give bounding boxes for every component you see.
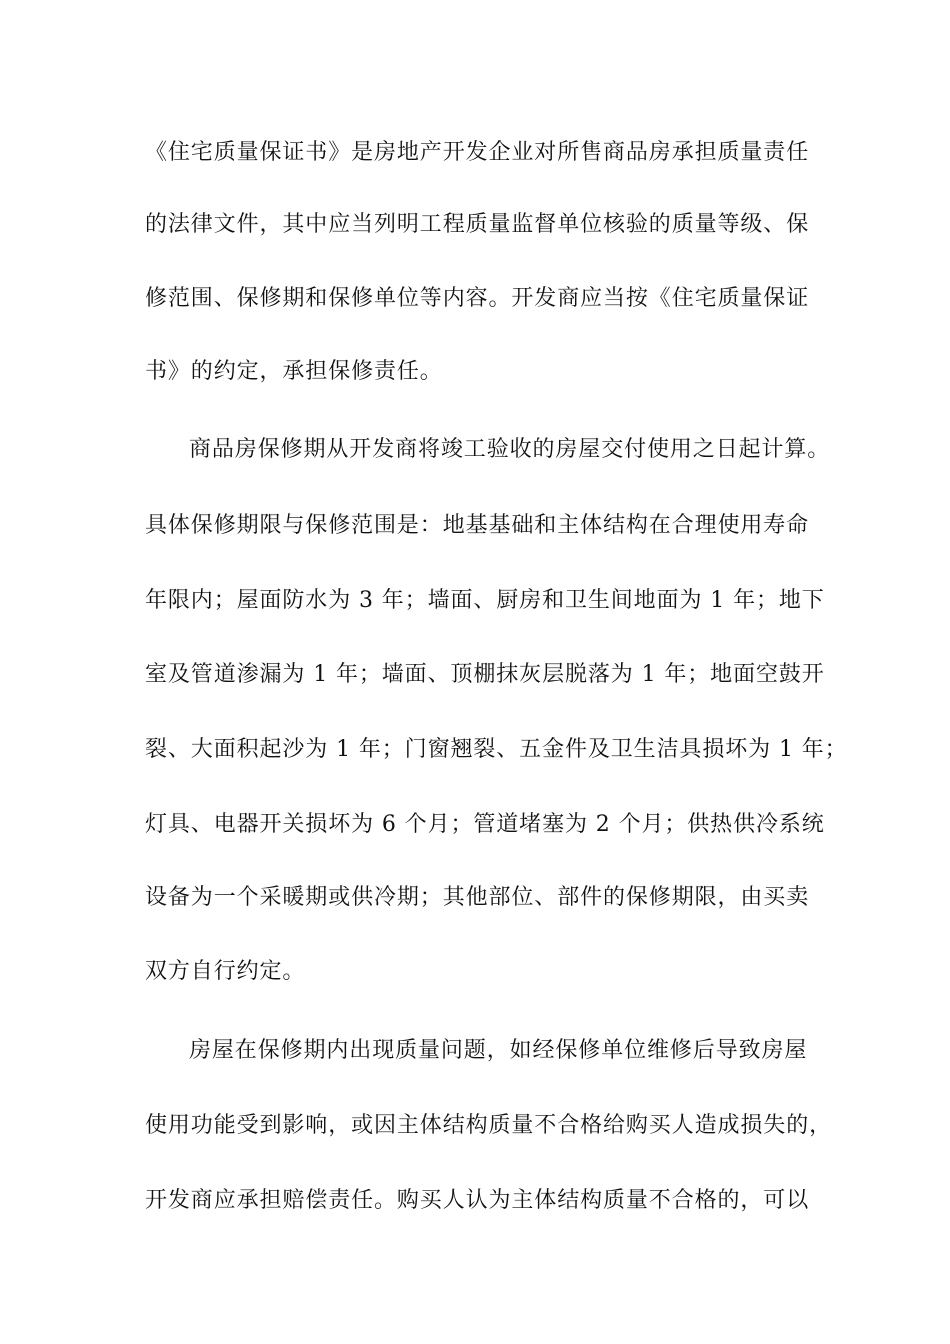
paragraph-2-line-5: 裂、大面积起沙为 1 年；门窗翘裂、五金件及卫生洁具损坏为 1 年； [145,737,848,762]
paragraph-1-line-3: 修范围、保修期和保修单位等内容。开发商应当按《住宅质量保证 [145,286,810,311]
paragraph-2-line-6: 灯具、电器开关损坏为 6 个月；管道堵塞为 2 个月；供热供冷系统 [145,812,825,837]
paragraph-2-line-2: 具体保修期限与保修范围是：地基基础和主体结构在合理使用寿命 [145,513,810,538]
paragraph-1-line-1: 《住宅质量保证书》是房地产开发企业对所售商品房承担质量责任 [145,140,810,165]
paragraph-2-line-7: 设备为一个采暖期或供冷期；其他部位、部件的保修期限，由买卖 [145,885,810,910]
paragraph-1-line-2: 的法律文件，其中应当列明工程质量监督单位核验的质量等级、保 [145,212,810,237]
paragraph-2-line-3: 年限内；屋面防水为 3 年；墙面、厨房和卫生间地面为 1 年；地下 [145,588,825,613]
paragraph-2-line-4: 室及管道渗漏为 1 年；墙面、顶棚抹灰层脱落为 1 年；地面空鼓开 [145,662,825,687]
paragraph-1-line-4: 书》的约定，承担保修责任。 [145,359,443,384]
paragraph-2-line-8: 双方自行约定。 [145,959,306,984]
paragraph-3-line-1: 房屋在保修期内出现质量问题，如经保修单位维修后导致房屋 [189,1038,808,1063]
paragraph-2-line-1: 商品房保修期从开发商将竣工验收的房屋交付使用之日起计算。 [189,437,831,462]
paragraph-3-line-2: 使用功能受到影响，或因主体结构质量不合格给购买人造成损失的， [145,1113,833,1138]
paragraph-3-line-3: 开发商应承担赔偿责任。购买人认为主体结构质量不合格的，可以 [145,1188,810,1213]
